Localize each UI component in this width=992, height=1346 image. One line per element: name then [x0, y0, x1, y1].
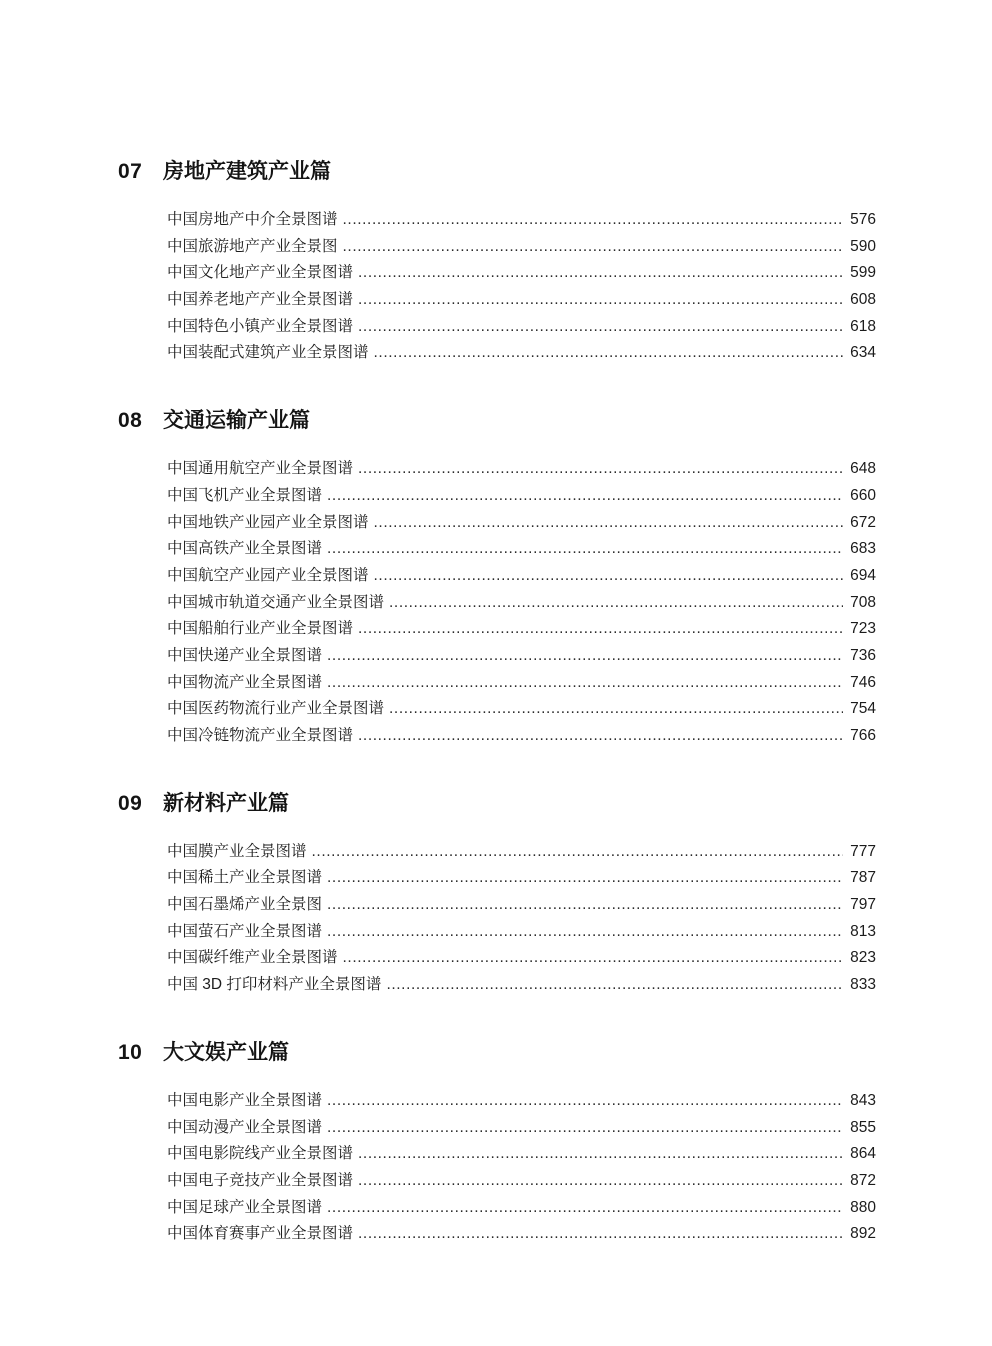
dot-leader: [358, 260, 843, 287]
toc-item-title: 中国装配式建筑产业全景图谱: [167, 344, 369, 362]
toc-item-page: 892: [850, 1225, 876, 1243]
toc-item-title: 中国电影产业全景图谱: [167, 1091, 323, 1109]
toc-item-title: 中国养老地产产业全景图谱: [167, 291, 354, 309]
section-number: 07: [118, 160, 143, 183]
dot-leader: [343, 945, 843, 972]
toc-item[interactable]: [167, 1195, 876, 1222]
dot-leader: [374, 510, 843, 537]
toc-item-page: 813: [850, 922, 876, 940]
dot-leader: [343, 207, 843, 234]
toc-item[interactable]: [167, 207, 876, 234]
toc-section: [118, 409, 876, 750]
section-items: [167, 456, 876, 750]
toc-item-page: 746: [850, 673, 876, 691]
toc-item-title: 中国医药物流行业产业全景图谱: [167, 700, 385, 718]
toc-item[interactable]: [167, 972, 876, 999]
toc-item-page: 754: [850, 700, 876, 718]
toc-item-title: 中国稀土产业全景图谱: [167, 869, 323, 887]
dot-leader: [327, 536, 843, 563]
toc-item[interactable]: [167, 945, 876, 972]
dot-leader: [343, 234, 843, 261]
section-title: 房地产建筑产业篇: [163, 160, 331, 183]
toc-item[interactable]: [167, 670, 876, 697]
toc-item-page: 855: [850, 1118, 876, 1136]
toc-item[interactable]: [167, 510, 876, 537]
section-header: [118, 160, 876, 183]
toc-item[interactable]: [167, 563, 876, 590]
toc-item[interactable]: [167, 643, 876, 670]
toc-item-page: 823: [850, 949, 876, 967]
toc-sections: [118, 160, 876, 1248]
toc-section: [118, 160, 876, 367]
toc-item[interactable]: [167, 234, 876, 261]
toc-item[interactable]: [167, 919, 876, 946]
toc-item[interactable]: [167, 287, 876, 314]
dot-leader: [389, 590, 843, 617]
toc-item[interactable]: [167, 616, 876, 643]
toc-item-page: 599: [850, 264, 876, 282]
toc-item-page: 694: [850, 566, 876, 584]
toc-item-title: 中国 3D 打印材料产业全景图谱: [167, 976, 382, 994]
toc-item[interactable]: [167, 1168, 876, 1195]
toc-item-page: 843: [850, 1091, 876, 1109]
dot-leader: [374, 563, 843, 590]
toc-item-page: 618: [850, 317, 876, 335]
toc-item[interactable]: [167, 340, 876, 367]
toc-section: [118, 1041, 876, 1248]
toc-item-title: 中国物流产业全景图谱: [167, 673, 323, 691]
section-title: 交通运输产业篇: [163, 409, 310, 433]
toc-item-title: 中国房地产中介全景图谱: [167, 211, 338, 228]
toc-item-page: 634: [850, 344, 876, 362]
toc-item[interactable]: [167, 314, 876, 341]
toc-item[interactable]: [167, 590, 876, 617]
toc-item-page: 723: [850, 620, 876, 638]
dot-leader: [358, 723, 843, 750]
section-number: 10: [118, 1040, 143, 1064]
dot-leader: [358, 1141, 843, 1168]
dot-leader: [358, 456, 843, 483]
dot-leader: [327, 670, 843, 697]
dot-leader: [374, 340, 843, 367]
toc-item[interactable]: [167, 723, 876, 750]
toc-item-page: 708: [850, 593, 876, 611]
dot-leader: [358, 314, 843, 341]
toc-item[interactable]: [167, 1141, 876, 1168]
toc-item-title: 中国旅游地产产业全景图: [167, 237, 338, 255]
toc-item-title: 中国电子竞技产业全景图谱: [167, 1171, 354, 1189]
dot-leader: [386, 972, 843, 999]
toc-item-title: 中国膜产业全景图谱: [167, 842, 307, 860]
dot-leader: [327, 483, 843, 510]
toc-item-title: 中国冷链物流产业全景图谱: [167, 727, 354, 744]
toc-item-title: 中国特色小镇产业全景图谱: [167, 317, 354, 335]
toc-item-page: 660: [850, 486, 876, 504]
toc-item-title: 中国电影院线产业全景图谱: [167, 1145, 354, 1163]
toc-item-page: 872: [850, 1171, 876, 1189]
dot-leader: [312, 839, 843, 866]
toc-item[interactable]: [167, 892, 876, 919]
toc-item-page: 736: [850, 646, 876, 664]
toc-item[interactable]: [167, 865, 876, 892]
dot-leader: [358, 287, 843, 314]
toc-item-title: 中国通用航空产业全景图谱: [167, 460, 354, 478]
toc-item-page: 648: [850, 460, 876, 478]
section-header: [118, 1041, 876, 1064]
toc-item-page: 683: [850, 540, 876, 558]
dot-leader: [327, 919, 843, 946]
toc-item[interactable]: [167, 456, 876, 483]
toc-item-title: 中国碳纤维产业全景图谱: [167, 949, 338, 967]
section-items: [167, 839, 876, 999]
toc-item-page: 608: [850, 291, 876, 309]
toc-item-title: 中国船舶行业产业全景图谱: [167, 620, 354, 638]
toc-item-title: 中国城市轨道交通产业全景图谱: [167, 593, 385, 611]
dot-leader: [327, 643, 843, 670]
section-header: [118, 792, 876, 815]
section-number: 08: [118, 409, 143, 433]
toc-item-page: 797: [850, 896, 876, 914]
toc-item-title: 中国萤石产业全景图谱: [167, 922, 323, 940]
toc-item-page: 590: [850, 237, 876, 255]
toc-item-page: 672: [850, 513, 876, 531]
toc-item-title: 中国航空产业园产业全景图谱: [167, 566, 369, 584]
toc-item[interactable]: [167, 696, 876, 723]
toc-section: [118, 792, 876, 999]
toc-item-page: 766: [850, 727, 876, 744]
toc-item-title: 中国地铁产业园产业全景图谱: [167, 513, 369, 531]
toc-item-page: 880: [850, 1198, 876, 1216]
toc-item-title: 中国快递产业全景图谱: [167, 646, 323, 664]
toc-item-title: 中国石墨烯产业全景图: [167, 896, 323, 914]
toc-item-title: 中国高铁产业全景图谱: [167, 540, 323, 558]
toc-item-title: 中国体育赛事产业全景图谱: [167, 1225, 354, 1243]
section-items: [167, 207, 876, 367]
toc-item[interactable]: [167, 1115, 876, 1142]
section-title: 大文娱产业篇: [163, 1040, 289, 1064]
toc-item[interactable]: [167, 536, 876, 563]
toc-item-page: 787: [850, 869, 876, 887]
toc-item-title: 中国文化地产产业全景图谱: [167, 264, 354, 282]
section-header: [118, 409, 876, 432]
dot-leader: [327, 1115, 843, 1142]
toc-item[interactable]: [167, 839, 876, 866]
toc-item-page: 864: [850, 1145, 876, 1163]
toc-item[interactable]: [167, 1221, 876, 1248]
toc-item[interactable]: [167, 483, 876, 510]
dot-leader: [327, 1088, 843, 1115]
dot-leader: [327, 1195, 843, 1222]
dot-leader: [389, 696, 843, 723]
toc-item-page: 576: [850, 211, 876, 228]
toc-item[interactable]: [167, 1088, 876, 1115]
toc-item-page: 777: [850, 842, 876, 860]
toc-item-page: 833: [850, 976, 876, 994]
dot-leader: [327, 865, 843, 892]
toc-item-title: 中国足球产业全景图谱: [167, 1198, 323, 1216]
toc-item-title: 中国飞机产业全景图谱: [167, 486, 323, 504]
dot-leader: [358, 616, 843, 643]
dot-leader: [358, 1221, 843, 1248]
section-number: 09: [118, 791, 143, 815]
toc-item[interactable]: [167, 260, 876, 287]
section-items: [167, 1088, 876, 1248]
section-title: 新材料产业篇: [163, 791, 289, 815]
toc-item-title: 中国动漫产业全景图谱: [167, 1118, 323, 1136]
dot-leader: [358, 1168, 843, 1195]
dot-leader: [327, 892, 843, 919]
